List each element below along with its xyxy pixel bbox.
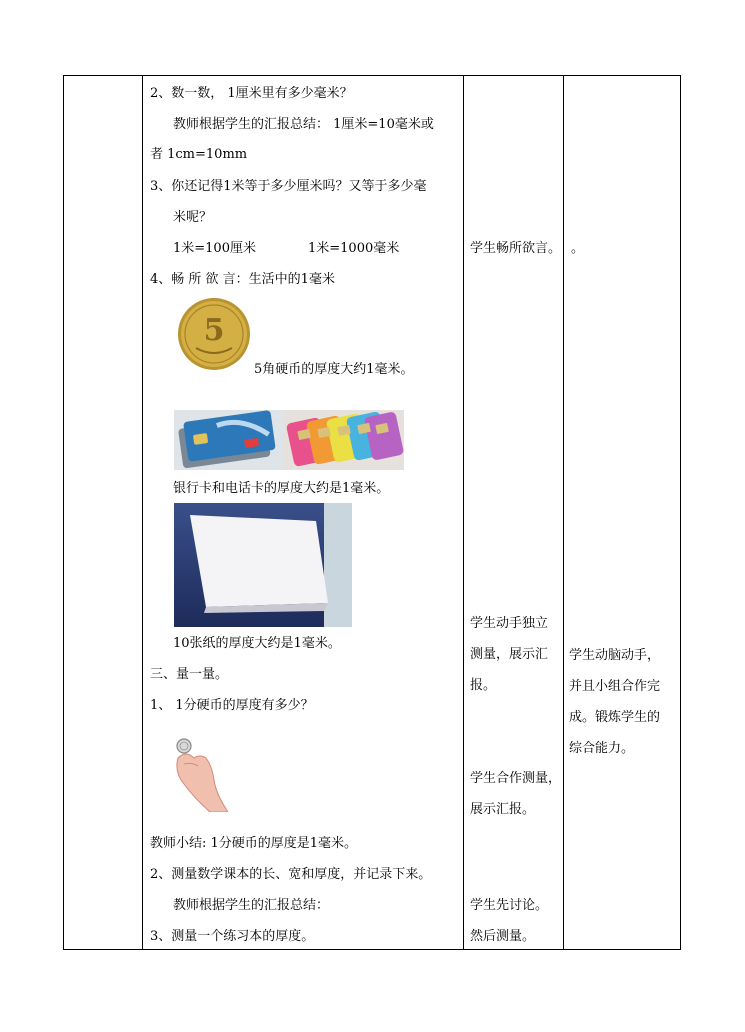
student-activity-discuss-1: 学生先讨论。 [470,898,549,913]
hand-holding-coin-image [170,728,230,812]
student-activity-coop-2: 展示汇报。 [470,802,536,817]
item-meter-question: 3、你还记得1米等于多少厘米吗？又等于多少毫 [150,179,427,194]
intent-line-4: 综合能力。 [569,741,635,756]
student-activity-coop-1: 学生合作测量， [470,771,562,786]
coin-caption: 5角硬币的厚度大约1毫米。 [254,362,414,377]
item-meter-question-cont: 米呢？ [173,210,213,225]
student-activity-measure-3: 报。 [470,678,497,693]
item-fen-coin-question: 1、 1分硬币的厚度有多少？ [150,698,314,713]
lesson-table [63,75,681,950]
teacher-summary-cm: 教师根据学生的汇报总结： 1厘米=10毫米或 [173,117,434,132]
item-count-mm: 2、数一数， 1厘米里有多少毫米？ [150,86,353,101]
student-activity-speak: 学生畅所欲言。 [470,241,562,256]
item-daily-mm: 4、畅 所 欲 言：生活中的1毫米 [150,272,335,287]
teacher-summary-book: 教师根据学生的汇报总结： [173,898,330,913]
intent-period: 。 [571,241,585,256]
item-measure-notebook: 3、测量一个练习本的厚度。 [150,929,315,944]
intent-line-1: 学生动脑动手， [569,648,661,663]
student-activity-measure-2: 测量，展示汇 [470,647,549,662]
column-divider [463,76,464,949]
coin-5-jiao-image [174,296,254,372]
paper-stack-image [174,503,352,627]
student-activity-discuss-2: 然后测量。 [470,929,536,944]
meter-cm-equation: 1米=100厘米 [173,241,256,256]
bank-phone-card-image [174,410,404,470]
coin-digit: 5 [203,313,225,348]
card-caption: 银行卡和电话卡的厚度大约是1毫米。 [173,481,390,496]
intent-line-3: 成。锻炼学生的 [569,710,661,725]
paper-caption: 10张纸的厚度大约是1毫米。 [173,636,341,651]
column-divider [142,76,143,949]
teacher-summary-coin: 教师小结: 1分硬币的厚度是1毫米。 [150,836,358,851]
meter-mm-equation: 1米=1000毫米 [308,241,400,256]
item-measure-book: 2、测量数学课本的长、宽和厚度，并记录下来。 [150,867,432,882]
intent-line-2: 并且小组合作完 [569,679,661,694]
student-activity-measure-1: 学生动手独立 [470,616,549,631]
column-divider [563,76,564,949]
section-measure: 三、量一量。 [150,667,229,682]
teacher-summary-cm-cont: 者 1cm=10mm [150,147,248,162]
